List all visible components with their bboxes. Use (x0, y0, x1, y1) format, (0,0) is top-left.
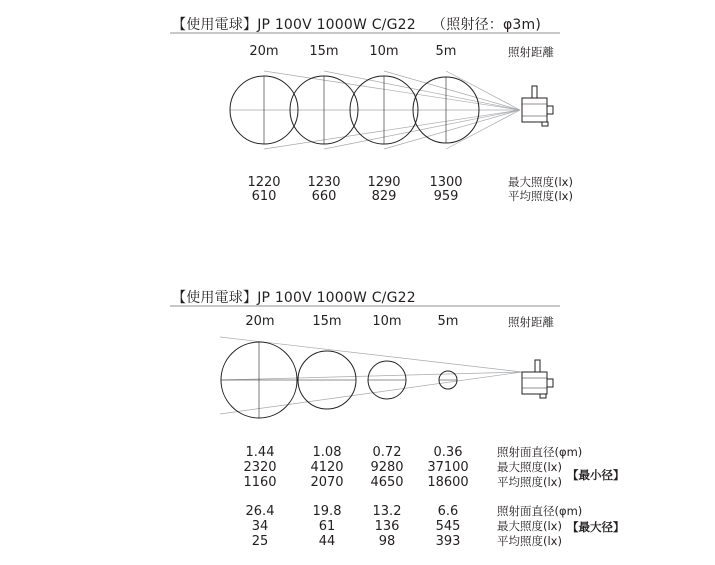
min-diameter-tag: 【最小径】 (567, 468, 625, 482)
min-diameter-5m: 0.36 (433, 445, 463, 460)
max-lux-5m: 1300 (429, 175, 463, 190)
max-diameter-tag: 【最大径】 (567, 520, 625, 534)
min-avg-lux-5m: 18600 (427, 475, 469, 490)
diameter-label: 照射面直径(φm) (497, 504, 583, 518)
min-diameter-10m: 0.72 (372, 445, 402, 460)
distance-label-5m: 5m (437, 314, 459, 329)
min-max-lux-10m: 9280 (370, 460, 404, 475)
avg-lux-label: 平均照度(lx) (497, 475, 562, 489)
min-max-lux-15m: 4120 (310, 460, 344, 475)
max-lux-label: 最大照度(lx) (497, 519, 562, 533)
max-lux-20m: 1220 (247, 175, 281, 190)
max-lux-label: 最大照度(lx) (497, 460, 562, 474)
lamp-icon-2 (522, 360, 553, 398)
distance-label-10m: 10m (369, 44, 399, 59)
distance-label-20m: 20m (245, 314, 275, 329)
avg-lux-10m: 829 (371, 189, 397, 204)
wide-max-lux-5m: 545 (435, 519, 461, 534)
min-avg-lux-15m: 2070 (310, 475, 344, 490)
min-diameter-15m: 1.08 (312, 445, 342, 460)
distance-label-15m: 15m (309, 44, 339, 59)
max-diameter-10m: 13.2 (372, 504, 402, 519)
avg-lux-15m: 660 (311, 189, 337, 204)
beam-diameter: （照射径：φ3m) (432, 17, 542, 33)
beam-rays-2 (220, 337, 522, 414)
min-diameter-20m: 1.44 (245, 445, 275, 460)
avg-lux-label: 平均照度(lx) (508, 189, 573, 203)
diameter-label: 照射面直径(φm) (497, 445, 583, 459)
bulb-spec-1: 【使用電球】JP 100V 1000W C/G22 (172, 17, 416, 33)
spot-circle-20m-2 (221, 342, 297, 418)
wide-avg-lux-20m: 25 (251, 534, 269, 549)
distance-heading: 照射距離 (508, 315, 554, 329)
wide-max-lux-15m: 61 (318, 519, 336, 534)
max-diameter-5m: 6.6 (437, 504, 459, 519)
spot-circle-10m-2 (368, 361, 406, 399)
max-lux-label: 最大照度(lx) (508, 175, 573, 189)
min-max-lux-5m: 37100 (427, 460, 469, 475)
distance-label-20m: 20m (249, 44, 279, 59)
distance-heading: 照射距離 (508, 45, 554, 59)
spot-circle-15m-2 (298, 351, 356, 409)
distance-label-5m: 5m (435, 44, 457, 59)
wide-max-lux-20m: 34 (251, 519, 269, 534)
min-avg-lux-20m: 1160 (243, 475, 277, 490)
max-diameter-15m: 19.8 (312, 504, 342, 519)
min-max-lux-20m: 2320 (243, 460, 277, 475)
wide-avg-lux-10m: 98 (378, 534, 396, 549)
wide-avg-lux-5m: 393 (435, 534, 461, 549)
wide-max-lux-10m: 136 (374, 519, 400, 534)
distance-label-15m: 15m (312, 314, 342, 329)
avg-lux-5m: 959 (433, 189, 459, 204)
avg-lux-label: 平均照度(lx) (497, 534, 562, 548)
max-lux-10m: 1290 (367, 175, 401, 190)
bulb-spec-2: 【使用電球】JP 100V 1000W C/G22 (172, 290, 416, 306)
max-lux-15m: 1230 (307, 175, 341, 190)
max-diameter-20m: 26.4 (245, 504, 275, 519)
beam-rays-1 (230, 71, 520, 149)
wide-avg-lux-15m: 44 (318, 534, 336, 549)
lamp-icon-1 (522, 86, 553, 126)
min-avg-lux-10m: 4650 (370, 475, 404, 490)
avg-lux-20m: 610 (251, 189, 277, 204)
distance-label-10m: 10m (372, 314, 402, 329)
